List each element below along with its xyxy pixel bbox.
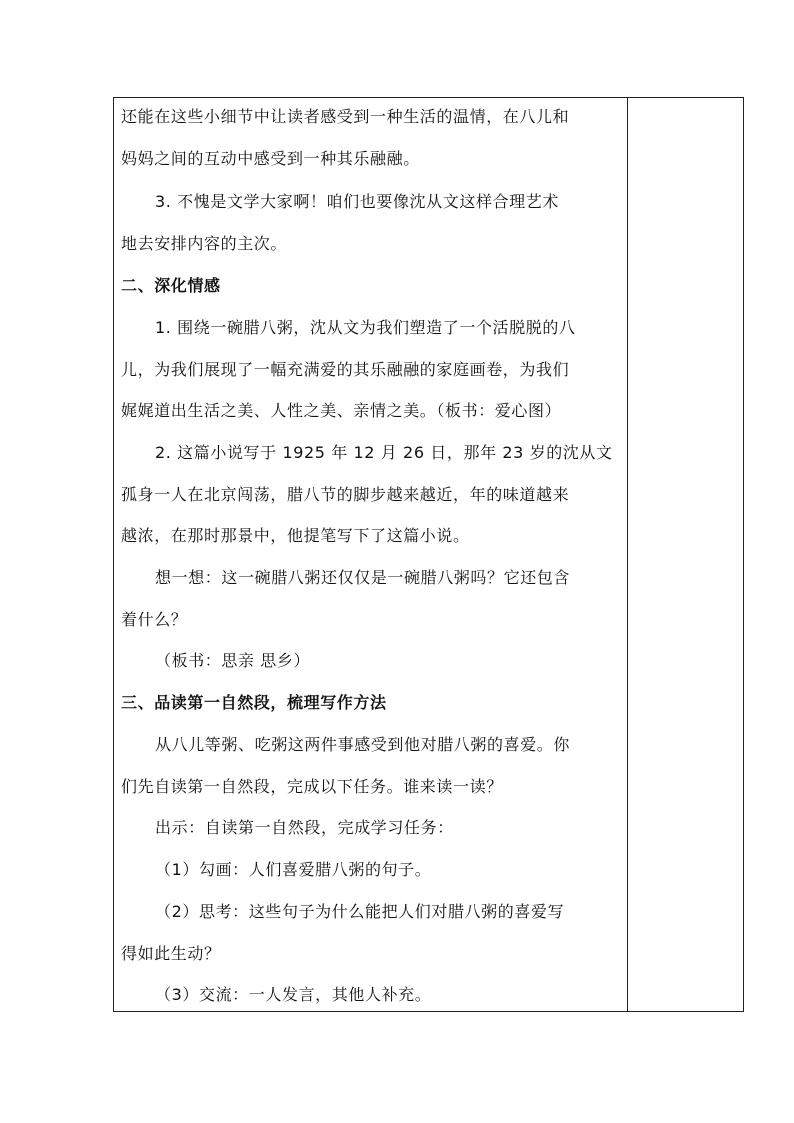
lesson-content-cell bbox=[121, 98, 623, 1011]
paragraph-line: 们先自读第一自然段，完成以下任务。谁来读一读？ bbox=[121, 777, 503, 796]
paragraph-line: 儿，为我们展现了一幅充满爱的其乐融融的家庭画卷，为我们 bbox=[121, 360, 570, 379]
paragraph-line: 娓娓道出生活之美、人性之美、亲情之美。（板书：爱心图） bbox=[121, 401, 562, 420]
paragraph-line: 想一想：这一碗腊八粥还仅仅是一碗腊八粥吗？它还包含 bbox=[155, 568, 571, 587]
task-item-continuation: 得如此生动？ bbox=[121, 944, 221, 963]
paragraph-line: 出示：自读第一自然段，完成学习任务： bbox=[155, 818, 454, 837]
paragraph-line: 1. 围绕一碗腊八粥，沈从文为我们塑造了一个活脱脱的八 bbox=[155, 318, 576, 337]
paragraph-line: 越浓，在那时那景中，他提笔写下了这篇小说。 bbox=[121, 526, 470, 545]
task-item: （1）勾画：人们喜爱腊八粥的句子。 bbox=[155, 860, 432, 879]
paragraph-line: 孤身一人在北京闯荡，腊八节的脚步越来越近，年的味道越来 bbox=[121, 485, 570, 504]
paragraph-line: 3. 不愧是文学大家啊！咱们也要像沈从文这样合理艺术 bbox=[155, 192, 559, 211]
section-heading: 三、品读第一自然段，梳理写作方法 bbox=[121, 693, 387, 712]
paragraph-line: 地去安排内容的主次。 bbox=[121, 234, 288, 253]
task-item: （3）交流：一人发言，其他人补充。 bbox=[155, 985, 432, 1004]
notes-cell bbox=[628, 98, 743, 1011]
paragraph-line: 还能在这些小细节中让读者感受到一种生活的温情，在八儿和 bbox=[121, 107, 570, 126]
task-item: （2）思考：这些句子为什么能把人们对腊八粥的喜爱写 bbox=[155, 902, 565, 921]
section-heading: 二、深化情感 bbox=[121, 276, 221, 295]
paragraph-line: 2. 这篇小说写于 1925 年 12 月 26 日，那年 23 岁的沈从文 bbox=[155, 443, 613, 462]
board-note: （板书：思亲 思乡） bbox=[155, 651, 311, 670]
paragraph-line: 妈妈之间的互动中感受到一种其乐融融。 bbox=[121, 149, 420, 168]
lesson-plan-table bbox=[113, 97, 744, 1012]
paragraph-line: 着什么？ bbox=[121, 610, 188, 629]
paragraph-line: 从八儿等粥、吃粥这两件事感受到他对腊八粥的喜爱。你 bbox=[155, 735, 571, 754]
